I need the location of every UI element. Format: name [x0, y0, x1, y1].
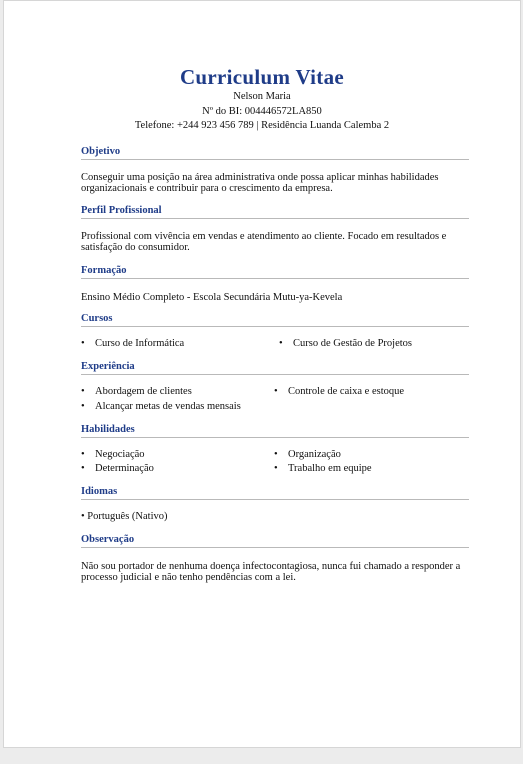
document-title: Curriculum Vitae — [179, 65, 345, 89]
section-title-idiomas: Idiomas — [81, 486, 469, 500]
id-number: Nº do BI: 004446572LA850 — [202, 106, 322, 117]
contact-line: Telefone: +244 923 456 789 | Residência Luanda Calemba 2 — [134, 120, 390, 131]
section-title-perfil: Perfil Profissional — [81, 205, 469, 219]
list-item: • Trabalho em equipe — [274, 463, 372, 474]
list-item: • Abordagem de clientes — [81, 386, 192, 397]
section-title-objetivo: Objetivo — [81, 146, 469, 160]
list-item: • Negociação — [81, 449, 145, 460]
list-item: • Organização — [274, 449, 341, 460]
objetivo-text: Conseguir uma posição na área administrativa onde possa aplicar minhas habilidades organizacionais e contribuir para o crescimento da empresa. — [81, 172, 439, 194]
list-item: • Alcançar metas de vendas mensais — [81, 401, 241, 412]
formacao-text: Ensino Médio Completo - Escola Secundária Mutu-ya-Kevela — [81, 292, 343, 303]
perfil-text: Profissional com vivência em vendas e atendimento ao cliente. Focado em resultados e satisfação do consumidor. — [81, 231, 447, 253]
section-title-observacao: Observação — [81, 534, 469, 548]
section-title-formacao: Formação — [81, 265, 469, 279]
section-title-habilidades: Habilidades — [81, 424, 469, 438]
candidate-name: Nelson Maria — [233, 91, 291, 102]
list-item: • Curso de Informática — [81, 338, 185, 349]
section-title-cursos: Cursos — [81, 313, 469, 327]
list-item: • Controle de caixa e estoque — [274, 386, 405, 397]
observacao-text: Não sou portador de nenhuma doença infectocontagiosa, nunca fui chamado a responder a processo judicial e não tenho pendências com a lei. — [81, 561, 461, 583]
section-title-experiencia: Experiência — [81, 361, 469, 375]
idiomas-text: • Português (Nativo) — [81, 511, 168, 522]
list-item: • Curso de Gestão de Projetos — [279, 338, 412, 349]
cv-page — [3, 0, 521, 748]
list-item: • Determinação — [81, 463, 154, 474]
